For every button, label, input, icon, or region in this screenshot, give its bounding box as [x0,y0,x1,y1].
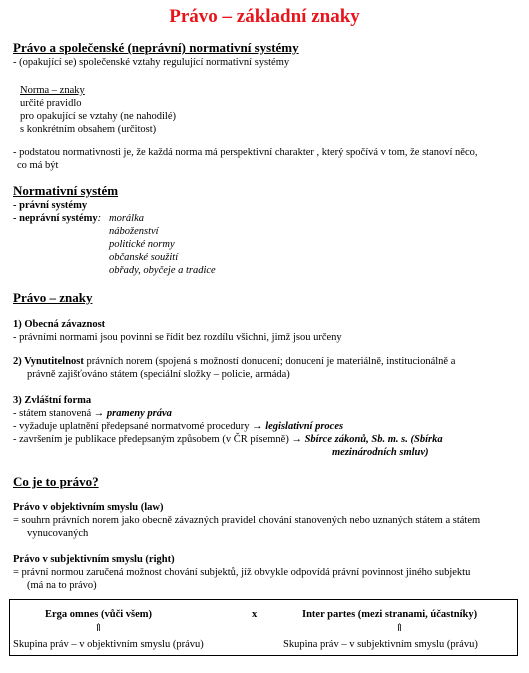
text-line: = souhrn právních norem jako obecně závazných pravidel chování stanovených nebo uznaných státem a státem [13,515,481,526]
subjective-group-caption: Skupina práv – v subjektivním smyslu (právu) [283,639,478,650]
versus-mark: x [252,609,258,620]
system-item: náboženství [109,226,159,237]
text-line: - právními normami jsou povinni se řídit bez rozdílu všichni, jimž jsou určeny [13,332,342,343]
norma-item: určité pravidlo [20,98,82,109]
feature-title: 1) Obecná závaznost [13,319,106,330]
subjective-law-title: Právo v subjektivním smyslu (right) [13,554,175,565]
system-item: občanské soužití [109,252,179,263]
norma-item: pro opakující se vztahy (ne nahodilé) [20,111,176,122]
feature-line: 2) Vynutitelnost právních norem (spojená s možností donucení; donucení je materiálně, institucionálně a [13,356,456,367]
text-line: vynucovaných [27,528,89,539]
erga-omnes-title: Erga omnes (vůči všem) [45,609,153,620]
form-line: - završením je publikace předepsaným způsobem (v ČR písemně) → Sbírce zákonů, Sb. m. s. (Sbírka [13,434,443,445]
arrow-right-icon: → [93,408,105,419]
objective-group-caption: Skupina práv – v objektivním smyslu (právu) [13,639,204,650]
non-legal-systems-line: - neprávní systémy: [13,213,102,224]
text-line: - podstatou normativnosti je, že každá norma má perspektivní charakter , který spočívá v tom, že stanoví něco, [13,147,478,158]
feature-title: 2) Vynutitelnost [13,356,84,367]
section-heading-what-is-law: Co je to právo? [13,474,99,489]
double-arrow-up-icon: ⇑ [395,623,404,634]
form-line-continuation: mezinárodních smluv) [332,447,429,458]
feature-title: 3) Zvláštní forma [13,395,92,406]
objective-law-title: Právo v objektivním smyslu (law) [13,502,164,513]
page-title: Právo – základní znaky [169,6,360,27]
text-line: právně zajišťováno státem (speciální složky – policie, armáda) [27,369,290,380]
text-line: co má být [17,160,59,171]
system-item: morálka [109,213,144,224]
section-heading-social-systems: Právo a společenské (neprávní) normativní systémy [13,40,299,55]
norma-subheading: Norma – znaky [20,85,85,96]
arrow-right-icon: → [252,421,263,432]
form-line: - státem stanovená → prameny práva [13,408,172,419]
text-line: (má na to právo) [27,580,97,591]
section-heading-law-features: Právo – znaky [13,290,93,305]
text-line: = právní normou zaručená možnost chování subjektů, jíž obvykle odpovídá právní povinnost jiného subjektu [13,567,471,578]
system-item: politické normy [109,239,175,250]
double-arrow-up-icon: ⇑ [94,623,103,634]
system-item: obřady, obyčeje a tradice [109,265,216,276]
legal-systems-label: - právní systémy [13,200,88,211]
norma-item: s konkrétním obsahem (určitost) [20,124,157,135]
section-heading-normative-system: Normativní systém [13,183,119,198]
text-line: - (opakující se) společenské vztahy regulující normativní systémy [13,57,290,68]
inter-partes-title: Inter partes (mezi stranami, účastníky) [302,609,478,620]
arrow-right-icon: → [291,434,302,445]
form-line: - vyžaduje uplatnění předepsané normatvomé procedury → legislativní proces [13,421,344,432]
non-legal-systems-label: - neprávní systémy [13,213,98,224]
